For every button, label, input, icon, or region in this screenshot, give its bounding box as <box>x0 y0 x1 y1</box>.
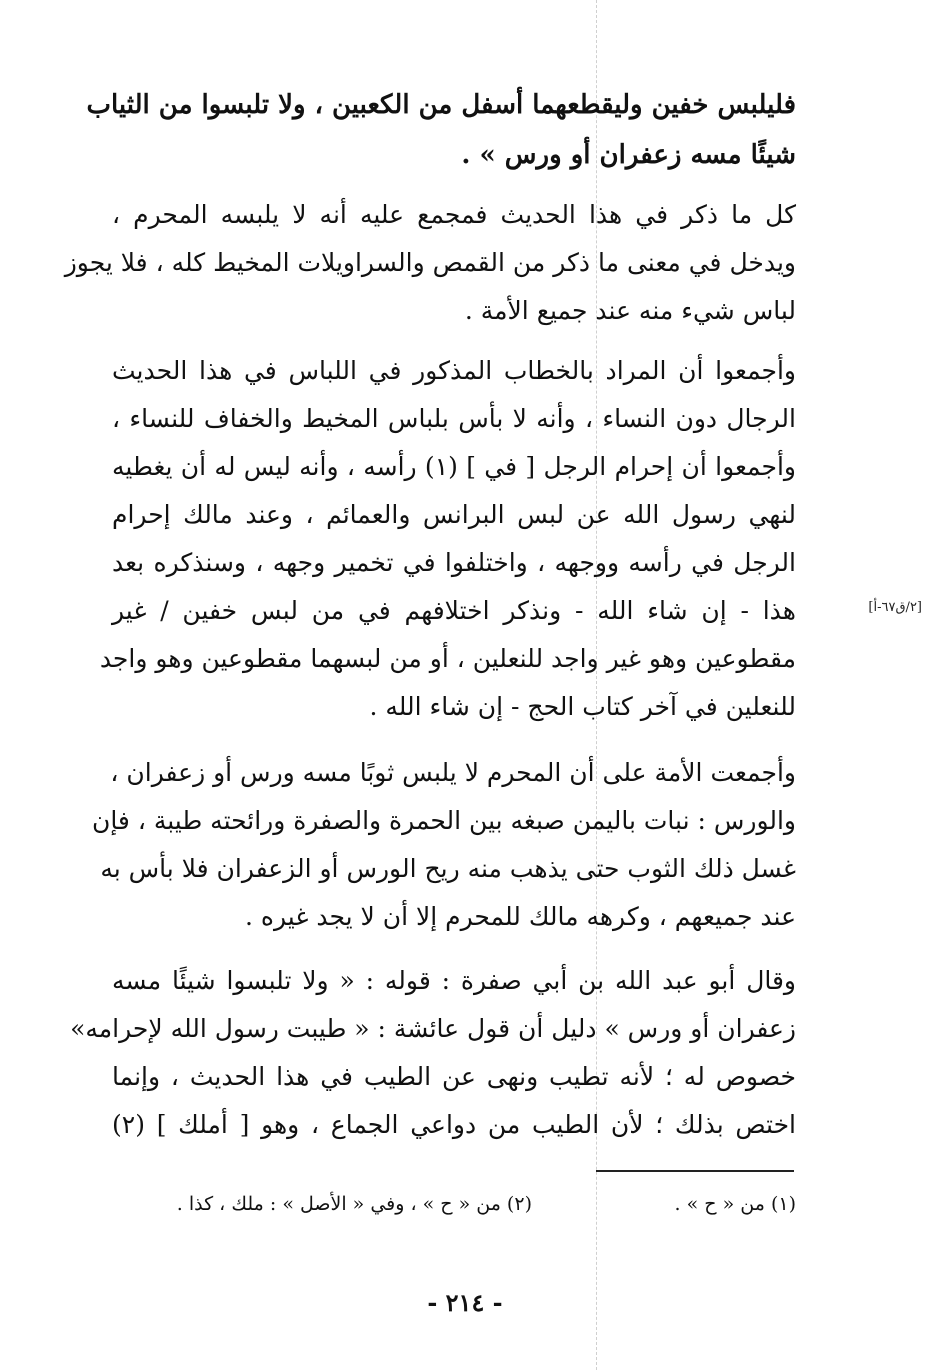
text-line: وأجمعت الأمة على أن المحرم لا يلبس ثوبًا مسه ورس أو زعفران ، <box>110 758 796 787</box>
text-line: وأجمعوا أن إحرام الرجل [ في ] (١) رأسه ، وأنه ليس له أن يغطيه <box>112 452 796 481</box>
text-line: لباس شيء منه عند جميع الأمة . <box>464 296 796 325</box>
text-line: مقطوعين وهو غير واجد للنعلين ، أو من لبسهما مقطوعين وهو واجد <box>99 644 796 673</box>
text-line: للنعلين في آخر كتاب الحج - إن شاء الله . <box>369 692 796 721</box>
text-line: الرجال دون النساء ، وأنه لا بأس بلباس المخيط والخفاف للنساء ، <box>112 404 796 433</box>
text-line: غسل ذلك الثوب حتى يذهب منه ريح الورس أو الزعفران فلا بأس به <box>100 854 796 883</box>
text-line: عند جميعهم ، وكرهه مالك للمحرم إلا أن لا يجد غيره . <box>245 902 796 931</box>
text-line: الرجل في رأسه ووجهه ، واختلفوا في تخمير وجهه ، وسنذكره بعد <box>112 548 796 577</box>
footnote-separator <box>596 1170 794 1172</box>
text-line: لنهي رسول الله عن لبس البرانس والعمائم ، وعند مالك إحرام <box>112 500 796 529</box>
footnote: (٢) من « ح » ، وفي « الأصل » : ملك ، كذا . <box>176 1193 532 1215</box>
text-line: وأجمعوا أن المراد بالخطاب المذكور في اللباس في هذا الحديث <box>112 356 796 385</box>
text-line: زعفران أو ورس » دليل أن قول عائشة : « طيبت رسول الله لإحرامه» <box>70 1014 796 1043</box>
hadith-line: فليلبس خفين وليقطعهما أسفل من الكعبين ، ولا تلبسوا من الثياب <box>86 90 796 120</box>
text-line: خصوص له ؛ لأنه تطيب ونهى عن الطيب في هذا الحديث ، وإنما <box>112 1062 796 1091</box>
page-number: - ٢١٤ - <box>427 1288 503 1317</box>
manuscript-folio-marker: [٢/ق٦٧-أ] <box>868 600 922 615</box>
hadith-line: شيئًا مسه زعفران أو ورس » . <box>461 140 796 170</box>
text-line: اختص بذلك ؛ لأن الطيب من دواعي الجماع ، وهو [ أملك ] (٢) <box>112 1110 796 1139</box>
text-line: ويدخل في معنى ما ذكر من القمص والسراويلات المخيط كله ، فلا يجوز <box>64 248 796 277</box>
text-line: والورس : نبات باليمن صبغه بين الحمرة والصفرة ورائحته طيبة ، فإن <box>91 806 796 835</box>
text-line: وقال أبو عبد الله بن أبي صفرة : قوله : « ولا تلبسوا شيئًا مسه <box>112 966 796 995</box>
text-line: كل ما ذكر في هذا الحديث فمجمع عليه أنه لا يلبسه المحرم ، <box>112 200 796 229</box>
text-line: هذا - إن شاء الله - ونذكر اختلافهم في من لبس خفين / غير <box>112 596 796 625</box>
footnote: (١) من « ح » . <box>674 1193 796 1215</box>
